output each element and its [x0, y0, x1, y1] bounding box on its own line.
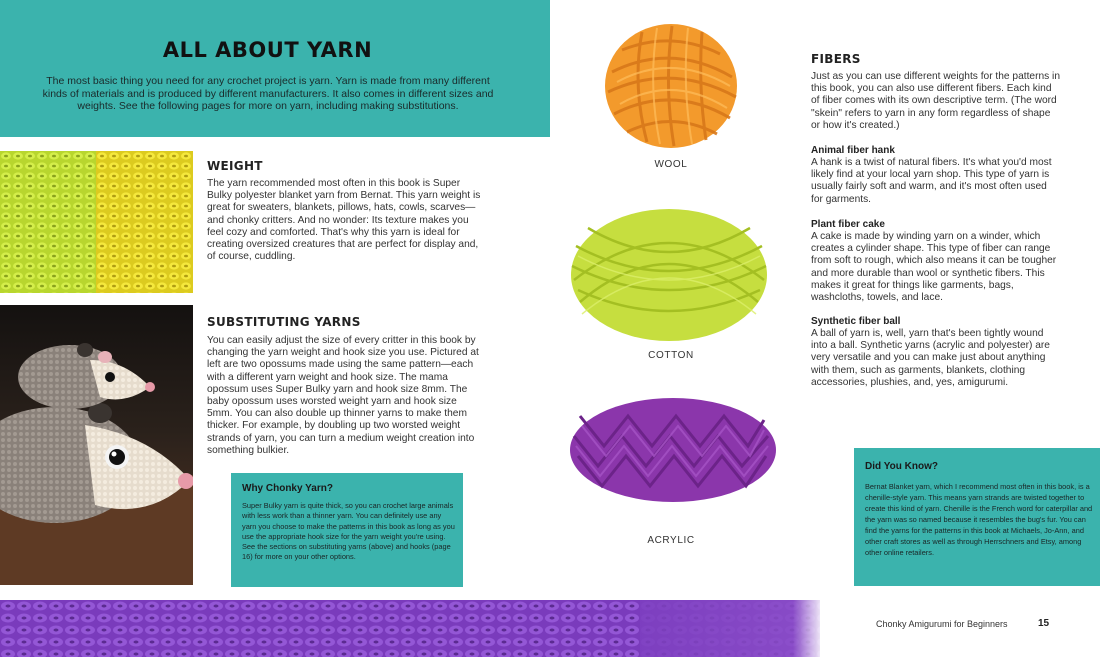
book-title-footer: Chonky Amigurumi for Beginners [876, 619, 1008, 629]
intro-paragraph: The most basic thing you need for any crochet project is yarn. Yarn is made from many different kinds of materials and is produced by different manufacturers. It also comes in different sizes and weights. See the following pages for more on yarn, including making substitutions. [42, 75, 494, 112]
did-you-know-callout [854, 448, 1100, 586]
why-chonky-text: Super Bulky yarn is quite thick, so you can crochet large animals with less work than a thinner yarn. You can definitely use any yarn you choose to make the patterns in this book as long as you use the appropriate hook size for the yarn weight you're using. See the sections on substituting yarns (above) and hooks (page 16) for more on your other options. [242, 501, 455, 562]
substituting-paragraph: You can easily adjust the size of every critter in this book by changing the yarn weight and hook size you use. Pictured at left are two opossums made using the same pattern—each with a different yarn weight and hook size. The mama opossum uses Super Bulky yarn and hook size 8mm. The baby opossum uses worsted weight yarn and hook size 5mm. You can also double up thinner yarns to make them thicker. For example, by doubling up two worsted weight strands of yarn, you can turn a medium weight creation into something bulkier. [207, 335, 479, 456]
why-chonky-callout [231, 473, 463, 587]
cotton-label: COTTON [648, 350, 694, 361]
fibers-heading: FIBERS [811, 52, 861, 66]
animal-fiber-hank-paragraph: A hank is a twist of natural fibers. It's what you'd most likely find at your local yarn shop. This type of yarn is usually fairly soft and warm, and it's most often used for garments. [811, 157, 1052, 205]
wool-yarn-ball-image [602, 22, 742, 155]
page-number: 15 [1038, 618, 1050, 629]
weight-paragraph: The yarn recommended most often in this book is Super Bulky polyester blanket yarn from Bernat. This yarn weight is great for sweaters, blankets, pillows, hats, cowls, scarves—and chonky critters. And no wonder: Its texture makes you feel cozy and comforted. That's why this yarn is ideal for creating oversized creatures that are perfect for display and, of course, cuddling. [207, 178, 481, 263]
synthetic-fiber-ball-paragraph: A ball of yarn is, well, yarn that's been tightly wound into a ball. Synthetic yarns (acrylic and polyester) are very versatile and you can make just about anything with them, such as garments, blankets, clothing accessories, plushies, and, yes, amigurumi. [811, 328, 1050, 388]
acrylic-yarn-ball-image [568, 396, 778, 509]
did-you-know-text: Bernat Blanket yarn, which I recommend most often in this book, is a chenille-style yarn. This means yarn strands are twisted together to create this kind of yarn. Chenille is the French word for caterpillar and the yarn was so named because it resembles the bug's fur. You can find the yarns for the patterns in this book at Michaels, Jo-Ann, and other craft stores as well as through Herrschners and Etsy, among other online retailers. [865, 482, 1093, 557]
animal-fiber-hank-heading: Animal fiber hank [811, 145, 895, 156]
plant-fiber-cake-paragraph: A cake is made by winding yarn on a winder, which creates a cylinder shape. This type of fiber can range from soft to rough, which also means it can be tougher and more durable than wool or synthetic fibers. This makes it great for things like garments, bags, washcloths, towels, and lace. [811, 231, 1057, 304]
acrylic-label: ACRYLIC [647, 535, 695, 546]
purple-yarn-strip-image [0, 600, 820, 657]
wool-label: WOOL [654, 159, 688, 170]
did-you-know-title: Did You Know? [865, 461, 938, 472]
weight-swatch-image [0, 151, 193, 293]
plant-fiber-cake-heading: Plant fiber cake [811, 219, 885, 230]
title-banner [0, 0, 550, 137]
fibers-paragraph: Just as you can use different weights for the patterns in this book, you can also use different fibers. Each kind of fiber comes with its own descriptive term. (The word "skein" refers to yarn in any form regardless of shape or how it's created.) [811, 71, 1060, 131]
weight-heading: WEIGHT [207, 159, 263, 173]
cotton-yarn-cake-image [568, 206, 770, 349]
synthetic-fiber-ball-heading: Synthetic fiber ball [811, 316, 901, 327]
opossum-photo [0, 305, 193, 585]
why-chonky-title: Why Chonky Yarn? [242, 483, 333, 494]
substituting-heading: SUBSTITUTING YARNS [207, 315, 361, 329]
page-title: ALL ABOUT YARN [162, 38, 373, 62]
